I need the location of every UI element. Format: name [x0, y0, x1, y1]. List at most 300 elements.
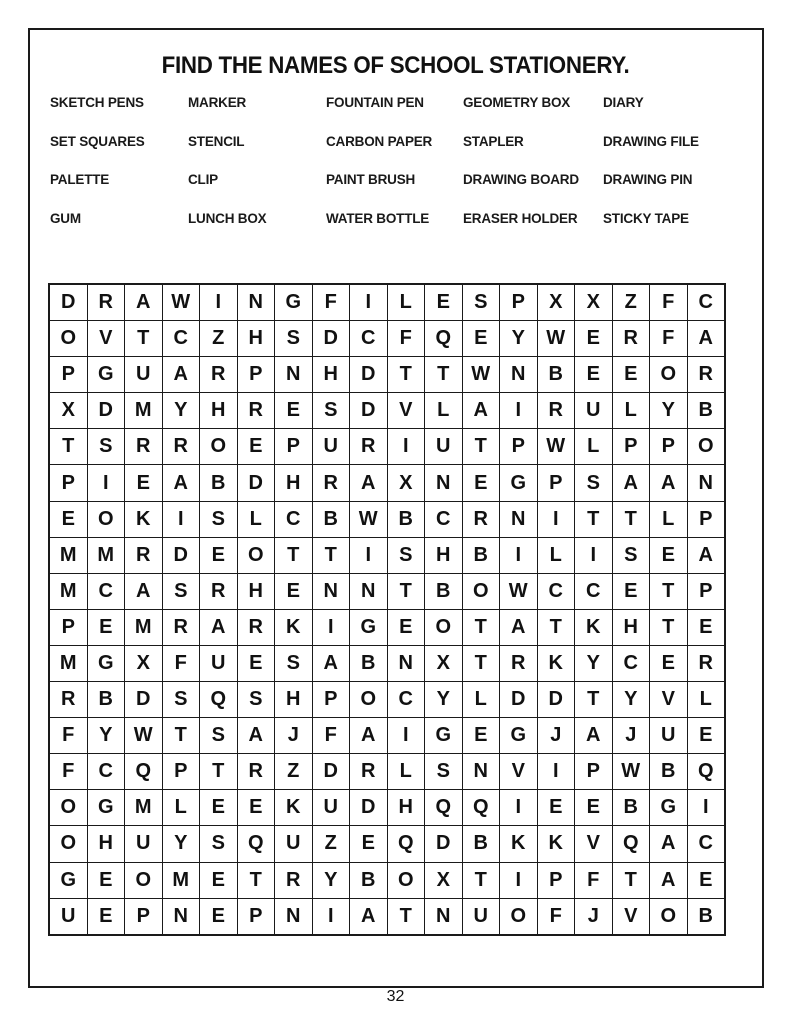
grid-cell[interactable]: S — [275, 321, 313, 357]
grid-cell[interactable]: B — [350, 862, 388, 898]
grid-cell[interactable]: B — [537, 357, 575, 393]
grid-cell[interactable]: X — [537, 284, 575, 321]
grid-cell[interactable]: F — [650, 284, 688, 321]
grid-cell[interactable]: A — [500, 609, 538, 645]
grid-cell[interactable]: L — [537, 537, 575, 573]
grid-cell[interactable]: R — [125, 537, 163, 573]
grid-cell[interactable]: O — [387, 862, 425, 898]
grid-cell[interactable]: T — [275, 537, 313, 573]
grid-cell[interactable]: T — [462, 429, 500, 465]
grid-cell[interactable]: K — [275, 609, 313, 645]
grid-cell[interactable]: I — [575, 537, 613, 573]
grid-cell[interactable]: V — [575, 826, 613, 862]
grid-cell[interactable]: Y — [162, 826, 200, 862]
grid-cell[interactable]: B — [462, 537, 500, 573]
grid-cell[interactable]: T — [200, 754, 238, 790]
grid-cell[interactable]: Y — [312, 862, 350, 898]
grid-cell[interactable]: D — [49, 284, 87, 321]
grid-cell[interactable]: S — [200, 501, 238, 537]
grid-cell[interactable]: I — [387, 429, 425, 465]
grid-cell[interactable]: M — [87, 537, 125, 573]
grid-cell[interactable]: N — [275, 357, 313, 393]
grid-cell[interactable]: W — [500, 573, 538, 609]
grid-cell[interactable]: S — [237, 682, 275, 718]
grid-cell[interactable]: U — [125, 357, 163, 393]
grid-cell[interactable]: S — [162, 573, 200, 609]
grid-cell[interactable]: F — [162, 645, 200, 681]
grid-cell[interactable]: R — [350, 429, 388, 465]
grid-cell[interactable]: H — [200, 393, 238, 429]
grid-cell[interactable]: R — [162, 429, 200, 465]
grid-cell[interactable]: E — [87, 862, 125, 898]
grid-cell[interactable]: D — [350, 790, 388, 826]
grid-cell[interactable]: A — [687, 537, 725, 573]
grid-cell[interactable]: U — [425, 429, 463, 465]
grid-cell[interactable]: P — [650, 429, 688, 465]
grid-cell[interactable]: R — [500, 645, 538, 681]
grid-cell[interactable]: C — [87, 573, 125, 609]
grid-cell[interactable]: A — [687, 321, 725, 357]
grid-cell[interactable]: U — [312, 790, 350, 826]
grid-cell[interactable]: T — [650, 609, 688, 645]
grid-cell[interactable]: O — [87, 501, 125, 537]
grid-cell[interactable]: L — [387, 284, 425, 321]
grid-cell[interactable]: A — [200, 609, 238, 645]
grid-cell[interactable]: I — [387, 718, 425, 754]
grid-cell[interactable]: S — [387, 537, 425, 573]
grid-cell[interactable]: U — [650, 718, 688, 754]
grid-cell[interactable]: U — [462, 898, 500, 935]
grid-cell[interactable]: R — [237, 393, 275, 429]
grid-cell[interactable]: O — [49, 321, 87, 357]
grid-cell[interactable]: P — [237, 898, 275, 935]
grid-cell[interactable]: A — [350, 718, 388, 754]
grid-cell[interactable]: I — [500, 862, 538, 898]
grid-cell[interactable]: Y — [162, 393, 200, 429]
grid-cell[interactable]: U — [275, 826, 313, 862]
grid-cell[interactable]: H — [425, 537, 463, 573]
grid-cell[interactable]: Y — [575, 645, 613, 681]
grid-cell[interactable]: S — [462, 284, 500, 321]
grid-cell[interactable]: L — [162, 790, 200, 826]
grid-cell[interactable]: A — [650, 862, 688, 898]
grid-cell[interactable]: W — [462, 357, 500, 393]
grid-cell[interactable]: R — [237, 754, 275, 790]
grid-cell[interactable]: P — [49, 609, 87, 645]
grid-cell[interactable]: I — [500, 393, 538, 429]
grid-cell[interactable]: E — [575, 357, 613, 393]
grid-cell[interactable]: R — [687, 357, 725, 393]
grid-cell[interactable]: B — [687, 898, 725, 935]
grid-cell[interactable]: G — [87, 357, 125, 393]
grid-cell[interactable]: I — [687, 790, 725, 826]
grid-cell[interactable]: B — [350, 645, 388, 681]
grid-cell[interactable]: V — [612, 898, 650, 935]
grid-cell[interactable]: A — [612, 465, 650, 501]
grid-cell[interactable]: C — [350, 321, 388, 357]
grid-cell[interactable]: T — [237, 862, 275, 898]
grid-cell[interactable]: W — [612, 754, 650, 790]
grid-cell[interactable]: P — [612, 429, 650, 465]
grid-cell[interactable]: J — [612, 718, 650, 754]
grid-cell[interactable]: C — [162, 321, 200, 357]
grid-cell[interactable]: M — [125, 609, 163, 645]
grid-cell[interactable]: W — [537, 429, 575, 465]
grid-cell[interactable]: P — [125, 898, 163, 935]
grid-cell[interactable]: N — [312, 573, 350, 609]
grid-cell[interactable]: C — [687, 826, 725, 862]
grid-cell[interactable]: A — [350, 898, 388, 935]
grid-cell[interactable]: Z — [312, 826, 350, 862]
grid-cell[interactable]: O — [200, 429, 238, 465]
grid-cell[interactable]: T — [650, 573, 688, 609]
grid-cell[interactable]: P — [49, 357, 87, 393]
grid-cell[interactable]: E — [650, 645, 688, 681]
grid-cell[interactable]: E — [49, 501, 87, 537]
grid-cell[interactable]: I — [500, 790, 538, 826]
grid-cell[interactable]: V — [387, 393, 425, 429]
grid-cell[interactable]: S — [200, 718, 238, 754]
grid-cell[interactable]: C — [387, 682, 425, 718]
grid-cell[interactable]: U — [312, 429, 350, 465]
grid-cell[interactable]: U — [125, 826, 163, 862]
grid-cell[interactable]: A — [650, 465, 688, 501]
grid-cell[interactable]: E — [125, 465, 163, 501]
grid-cell[interactable]: T — [387, 573, 425, 609]
grid-cell[interactable]: J — [537, 718, 575, 754]
grid-cell[interactable]: G — [49, 862, 87, 898]
grid-cell[interactable]: N — [387, 645, 425, 681]
grid-cell[interactable]: E — [350, 826, 388, 862]
grid-cell[interactable]: B — [462, 826, 500, 862]
grid-cell[interactable]: E — [612, 357, 650, 393]
grid-cell[interactable]: B — [387, 501, 425, 537]
grid-cell[interactable]: O — [650, 357, 688, 393]
grid-cell[interactable]: X — [387, 465, 425, 501]
grid-cell[interactable]: M — [125, 393, 163, 429]
grid-cell[interactable]: A — [575, 718, 613, 754]
grid-cell[interactable]: E — [575, 321, 613, 357]
grid-cell[interactable]: R — [612, 321, 650, 357]
grid-cell[interactable]: R — [49, 682, 87, 718]
grid-cell[interactable]: A — [162, 465, 200, 501]
grid-cell[interactable]: E — [237, 790, 275, 826]
grid-cell[interactable]: R — [87, 284, 125, 321]
grid-cell[interactable]: G — [425, 718, 463, 754]
grid-cell[interactable]: Q — [687, 754, 725, 790]
grid-cell[interactable]: D — [162, 537, 200, 573]
grid-cell[interactable]: S — [312, 393, 350, 429]
grid-cell[interactable]: O — [125, 862, 163, 898]
grid-cell[interactable]: P — [687, 573, 725, 609]
grid-cell[interactable]: E — [687, 718, 725, 754]
grid-cell[interactable]: Y — [87, 718, 125, 754]
grid-cell[interactable]: U — [575, 393, 613, 429]
grid-cell[interactable]: H — [275, 682, 313, 718]
grid-cell[interactable]: L — [425, 393, 463, 429]
grid-cell[interactable]: O — [49, 826, 87, 862]
grid-cell[interactable]: P — [275, 429, 313, 465]
grid-cell[interactable]: F — [537, 898, 575, 935]
grid-cell[interactable]: P — [237, 357, 275, 393]
grid-cell[interactable]: N — [425, 898, 463, 935]
grid-cell[interactable]: V — [500, 754, 538, 790]
grid-cell[interactable]: R — [275, 862, 313, 898]
grid-cell[interactable]: P — [49, 465, 87, 501]
grid-cell[interactable]: Q — [462, 790, 500, 826]
grid-cell[interactable]: X — [425, 862, 463, 898]
grid-cell[interactable]: E — [87, 898, 125, 935]
grid-cell[interactable]: C — [537, 573, 575, 609]
grid-cell[interactable]: N — [500, 357, 538, 393]
grid-cell[interactable]: R — [462, 501, 500, 537]
grid-cell[interactable]: F — [312, 284, 350, 321]
grid-cell[interactable]: Z — [200, 321, 238, 357]
grid-cell[interactable]: B — [650, 754, 688, 790]
grid-cell[interactable]: P — [575, 754, 613, 790]
grid-cell[interactable]: T — [312, 537, 350, 573]
grid-cell[interactable]: N — [687, 465, 725, 501]
grid-cell[interactable]: K — [125, 501, 163, 537]
grid-cell[interactable]: U — [49, 898, 87, 935]
grid-cell[interactable]: L — [612, 393, 650, 429]
grid-cell[interactable]: O — [425, 609, 463, 645]
grid-cell[interactable]: L — [387, 754, 425, 790]
grid-cell[interactable]: T — [49, 429, 87, 465]
grid-cell[interactable]: A — [125, 573, 163, 609]
grid-cell[interactable]: C — [275, 501, 313, 537]
grid-cell[interactable]: C — [575, 573, 613, 609]
grid-cell[interactable]: T — [425, 357, 463, 393]
grid-cell[interactable]: X — [425, 645, 463, 681]
grid-cell[interactable]: S — [612, 537, 650, 573]
grid-cell[interactable]: K — [537, 645, 575, 681]
grid-cell[interactable]: E — [650, 537, 688, 573]
grid-cell[interactable]: H — [87, 826, 125, 862]
grid-cell[interactable]: E — [537, 790, 575, 826]
grid-cell[interactable]: B — [87, 682, 125, 718]
grid-cell[interactable]: R — [200, 573, 238, 609]
grid-cell[interactable]: H — [275, 465, 313, 501]
grid-cell[interactable]: X — [125, 645, 163, 681]
grid-cell[interactable]: A — [350, 465, 388, 501]
grid-cell[interactable]: O — [49, 790, 87, 826]
grid-cell[interactable]: E — [200, 537, 238, 573]
grid-cell[interactable]: P — [312, 682, 350, 718]
grid-cell[interactable]: Z — [612, 284, 650, 321]
grid-cell[interactable]: D — [500, 682, 538, 718]
grid-cell[interactable]: I — [350, 537, 388, 573]
grid-cell[interactable]: Q — [425, 321, 463, 357]
grid-cell[interactable]: T — [162, 718, 200, 754]
grid-cell[interactable]: E — [200, 862, 238, 898]
grid-cell[interactable]: K — [575, 609, 613, 645]
grid-cell[interactable]: H — [237, 573, 275, 609]
grid-cell[interactable]: O — [687, 429, 725, 465]
grid-cell[interactable]: R — [312, 465, 350, 501]
grid-cell[interactable]: D — [237, 465, 275, 501]
grid-cell[interactable]: T — [387, 357, 425, 393]
grid-cell[interactable]: P — [500, 284, 538, 321]
grid-cell[interactable]: Y — [500, 321, 538, 357]
grid-cell[interactable]: W — [162, 284, 200, 321]
grid-cell[interactable]: T — [462, 609, 500, 645]
grid-cell[interactable]: T — [575, 501, 613, 537]
grid-cell[interactable]: G — [500, 718, 538, 754]
grid-cell[interactable]: L — [575, 429, 613, 465]
grid-cell[interactable]: I — [500, 537, 538, 573]
grid-cell[interactable]: E — [200, 898, 238, 935]
grid-cell[interactable]: I — [312, 609, 350, 645]
grid-cell[interactable]: D — [87, 393, 125, 429]
grid-cell[interactable]: P — [687, 501, 725, 537]
grid-cell[interactable]: R — [687, 645, 725, 681]
grid-cell[interactable]: P — [162, 754, 200, 790]
grid-cell[interactable]: C — [425, 501, 463, 537]
grid-cell[interactable]: S — [200, 826, 238, 862]
grid-cell[interactable]: Q — [612, 826, 650, 862]
grid-cell[interactable]: X — [575, 284, 613, 321]
grid-cell[interactable]: N — [462, 754, 500, 790]
grid-cell[interactable]: O — [650, 898, 688, 935]
grid-cell[interactable]: N — [162, 898, 200, 935]
grid-cell[interactable]: S — [425, 754, 463, 790]
grid-cell[interactable]: E — [275, 573, 313, 609]
grid-cell[interactable]: V — [87, 321, 125, 357]
grid-cell[interactable]: K — [537, 826, 575, 862]
grid-cell[interactable]: B — [687, 393, 725, 429]
grid-cell[interactable]: O — [237, 537, 275, 573]
grid-cell[interactable]: G — [650, 790, 688, 826]
grid-cell[interactable]: F — [387, 321, 425, 357]
grid-cell[interactable]: E — [687, 862, 725, 898]
grid-cell[interactable]: B — [612, 790, 650, 826]
grid-cell[interactable]: A — [312, 645, 350, 681]
grid-cell[interactable]: T — [462, 862, 500, 898]
grid-cell[interactable]: N — [275, 898, 313, 935]
grid-cell[interactable]: L — [687, 682, 725, 718]
grid-cell[interactable]: N — [237, 284, 275, 321]
grid-cell[interactable]: E — [237, 429, 275, 465]
grid-cell[interactable]: A — [462, 393, 500, 429]
grid-cell[interactable]: R — [237, 609, 275, 645]
grid-cell[interactable]: S — [87, 429, 125, 465]
grid-cell[interactable]: I — [537, 501, 575, 537]
grid-cell[interactable]: R — [350, 754, 388, 790]
grid-cell[interactable]: A — [125, 284, 163, 321]
grid-cell[interactable]: E — [425, 284, 463, 321]
grid-cell[interactable]: T — [612, 862, 650, 898]
grid-cell[interactable]: A — [650, 826, 688, 862]
grid-cell[interactable]: I — [350, 284, 388, 321]
grid-cell[interactable]: O — [462, 573, 500, 609]
grid-cell[interactable]: B — [200, 465, 238, 501]
grid-cell[interactable]: E — [612, 573, 650, 609]
grid-cell[interactable]: H — [387, 790, 425, 826]
grid-cell[interactable]: I — [87, 465, 125, 501]
grid-cell[interactable]: X — [49, 393, 87, 429]
grid-cell[interactable]: L — [462, 682, 500, 718]
grid-cell[interactable]: E — [462, 718, 500, 754]
grid-cell[interactable]: Z — [275, 754, 313, 790]
grid-cell[interactable]: D — [537, 682, 575, 718]
grid-cell[interactable]: E — [87, 609, 125, 645]
grid-cell[interactable]: Y — [650, 393, 688, 429]
grid-cell[interactable]: M — [49, 645, 87, 681]
grid-cell[interactable]: T — [125, 321, 163, 357]
grid-cell[interactable]: G — [275, 284, 313, 321]
grid-cell[interactable]: N — [350, 573, 388, 609]
grid-cell[interactable]: I — [162, 501, 200, 537]
grid-cell[interactable]: H — [312, 357, 350, 393]
grid-cell[interactable]: M — [125, 790, 163, 826]
grid-cell[interactable]: F — [49, 718, 87, 754]
grid-cell[interactable]: T — [462, 645, 500, 681]
grid-cell[interactable]: H — [237, 321, 275, 357]
grid-cell[interactable]: J — [575, 898, 613, 935]
grid-cell[interactable]: Y — [425, 682, 463, 718]
grid-cell[interactable]: G — [350, 609, 388, 645]
grid-cell[interactable]: N — [500, 501, 538, 537]
grid-cell[interactable]: D — [350, 393, 388, 429]
grid-cell[interactable]: U — [200, 645, 238, 681]
grid-cell[interactable]: D — [425, 826, 463, 862]
grid-cell[interactable]: D — [312, 321, 350, 357]
grid-cell[interactable]: D — [350, 357, 388, 393]
grid-cell[interactable]: P — [537, 862, 575, 898]
grid-cell[interactable]: A — [237, 718, 275, 754]
grid-cell[interactable]: Q — [237, 826, 275, 862]
grid-cell[interactable]: G — [500, 465, 538, 501]
grid-cell[interactable]: K — [500, 826, 538, 862]
grid-cell[interactable]: C — [87, 754, 125, 790]
grid-cell[interactable]: F — [650, 321, 688, 357]
grid-cell[interactable]: E — [462, 321, 500, 357]
grid-cell[interactable]: S — [575, 465, 613, 501]
grid-cell[interactable]: I — [312, 898, 350, 935]
grid-cell[interactable]: K — [275, 790, 313, 826]
grid-cell[interactable]: I — [200, 284, 238, 321]
grid-cell[interactable]: W — [125, 718, 163, 754]
grid-cell[interactable]: G — [87, 645, 125, 681]
grid-cell[interactable]: M — [49, 537, 87, 573]
grid-cell[interactable]: T — [612, 501, 650, 537]
grid-cell[interactable]: Q — [387, 826, 425, 862]
grid-cell[interactable]: E — [387, 609, 425, 645]
grid-cell[interactable]: M — [49, 573, 87, 609]
grid-cell[interactable]: D — [125, 682, 163, 718]
grid-cell[interactable]: P — [537, 465, 575, 501]
grid-cell[interactable]: W — [537, 321, 575, 357]
grid-cell[interactable]: S — [275, 645, 313, 681]
grid-cell[interactable]: O — [350, 682, 388, 718]
grid-cell[interactable]: W — [350, 501, 388, 537]
grid-cell[interactable]: D — [312, 754, 350, 790]
grid-cell[interactable]: E — [200, 790, 238, 826]
grid-cell[interactable]: C — [687, 284, 725, 321]
grid-cell[interactable]: Q — [200, 682, 238, 718]
grid-cell[interactable]: V — [650, 682, 688, 718]
grid-cell[interactable]: I — [537, 754, 575, 790]
grid-cell[interactable]: M — [162, 862, 200, 898]
grid-cell[interactable]: E — [237, 645, 275, 681]
grid-cell[interactable]: R — [162, 609, 200, 645]
grid-cell[interactable]: H — [612, 609, 650, 645]
grid-cell[interactable]: F — [575, 862, 613, 898]
grid-cell[interactable]: T — [387, 898, 425, 935]
grid-cell[interactable]: B — [425, 573, 463, 609]
grid-cell[interactable]: R — [200, 357, 238, 393]
